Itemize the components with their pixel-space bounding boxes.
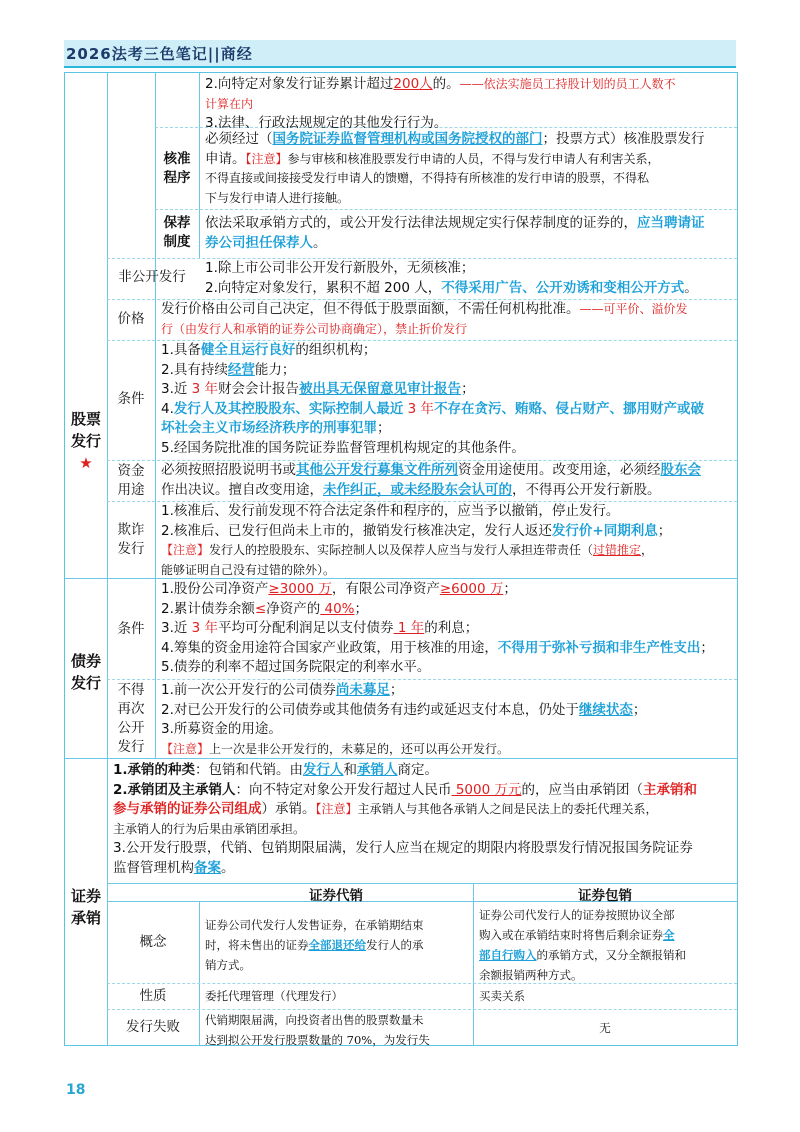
underwriting-intro: 1.承销的种类：包销和代销。由发行人和承销人商定。 2.承销团及主承销人：向不特定对象公开发行超过人民币 5000 万元的，应当由承销团（主承销和 参与承销的证券公司组成）承销。【注意】主承销人与其他各承销人之间是民法上的委托代理关系， 主承销人的行为后果由承销团承担。 3.公开发行股票，代销、包销期限届满，发行人应当在规定的期限内将股票发行情况报国务院证券 监督管理机构备案。 [113,762,697,876]
nature-firm: 买卖关系 [479,989,525,1003]
nature-agency: 委托代理管理（代理发行） [205,989,343,1003]
section-label: 债券发行 [70,652,101,692]
page-number: 18 [66,1082,86,1098]
non-public-label: 非公开发行 [118,269,186,285]
notes-table [64,72,738,1046]
failure-agency: 代销期限届满，向投资者出售的股票数量未 达到拟公开发行股票数量的 70%，为发行失 [205,1013,430,1047]
concept-firm: 证券公司代发行人的证券按照协议全部 购入或在承销结束时将售后剩余证券全 部自行购入的承销方式，又分全额报销和 余额报销两种方式。 [479,908,686,982]
sponsor-text: 依法采取承销方式的，或公开发行法律法规规定实行保荐制度的证券的，应当聘请证 券公司担任保荐人。 [205,215,705,251]
section-label: 证券承销 [70,887,101,927]
no-reissue-text: 1.前一次公开发行的公司债券尚未募足； 2.对已公开发行的公司债券或其他债务有违约或延迟支付本息，仍处于继续状态； 3.所募资金的用途。 【注意】上一次是非公开发行的，未募足的，还可以再公开发行。 [161,682,647,756]
price-text: 发行价格由公司自己决定，但不得低于股票面额，不需任何机构批准。——可平价、溢价发 行（由发行人和承销的证券公司协商确定），禁止折价发行 [161,301,688,336]
stock-conditions-text: 1.具备健全且运行良好的组织机构； 2.具有持续经营能力； 3.近 3 年财会会计报告被出具无保留意见审计报告； 4.发行人及其控股股东、实际控制人最近 3 年不存在贪污、贿赂、侵占财产、挪用财产或破 坏社会主义市场经济秩序的刑事犯罪； 5.经国务院批准的国务院证券监督管理机构规定的其他条件。 [161,342,705,456]
public-offering-tail: 2.向特定对象发行证券累计超过200人的。——依法实施员工持股计划的员工人数不 计算在内 3.法律、行政法规规定的其他发行行为。 [205,76,676,131]
fund-use-text: 必须按照招股说明书或其他公开发行募集文件所列资金用途使用。改变用途，必须经股东会 作出决议。擅自改变用途，未作纠正，或未经股东会认可的，不得再公开发行新股。 [161,462,701,498]
section-label: 股票发行 [70,410,101,450]
header-title: 2026法考三色笔记||商经 [66,45,253,63]
approval-text: 必须经过（国务院证券监督管理机构或国务院授权的部门；投票方式）核准股票发行 申请。【注意】参与审核和核准股票发行申请的人员，不得与发行申请人有利害关系， 不得直接或间接接受发行申请人的馈赠，不得持有所核准的发行申请的股票，不得私 下与发行申请人进行接触。 [205,131,705,205]
failure-firm: 无 [599,1021,611,1035]
section-stock-issuance [65,408,107,474]
fund-use-label: 资金 用途 [117,463,145,498]
star-icon: ★ [79,454,93,472]
price-label: 价格 [117,311,145,327]
row-label-failure: 发行失败 [126,1019,180,1035]
col-header-agency: 证券代销 [309,888,363,904]
bond-conditions-label: 条件 [117,621,145,637]
section-underwriting [65,885,107,929]
approval-label: 核准 程序 [163,151,191,186]
sponsor-label: 保荐 制度 [163,215,191,250]
row-label-nature: 性质 [139,988,167,1004]
section-bond-issuance [65,650,107,694]
col-header-firm: 证券包销 [578,888,632,904]
bond-conditions-text: 1.股份公司净资产≥3000 万，有限公司净资产≥6000 万； 2.累计债券余额≤净资产的 40%； 3.近 3 年平均可分配利润足以支付债券 1 年的利息； 4.筹集的资金用途符合国家产业政策，用于核准的用途，不得用于弥补亏损和非生产性支出； 5.债券的利率不超过国务院限定的利率水平。 [161,581,714,675]
concept-agency: 证券公司代发行人发售证券，在承销期结束 时，将未售出的证券全部退还给发行人的承 销方式。 [205,918,424,972]
fraud-text: 1.核准后、发行前发现不符合法定条件和程序的，应当予以撤销，停止发行。 2.核准后、已发行但尚未上市的，撤销发行核准决定，发行人返还发行价+同期利息； 【注意】发行人的控股股东、实际控制人以及保荐人应当与发行人承担连带责任（过错推定， 能够证明自己没有过错的除外）。 [161,503,672,577]
row-label-concept: 概念 [139,934,167,950]
non-public-text: 1.除上市公司非公开发行新股外，无须核准； 2.向特定对象发行，累积不超 200 人，不得采用广告、公开劝诱和变相公开方式。 [205,260,698,296]
fraud-label: 欺诈 发行 [117,522,145,557]
no-reissue-label: 不得 再次 公开 发行 [117,682,145,755]
stock-conditions-label: 条件 [117,391,145,407]
